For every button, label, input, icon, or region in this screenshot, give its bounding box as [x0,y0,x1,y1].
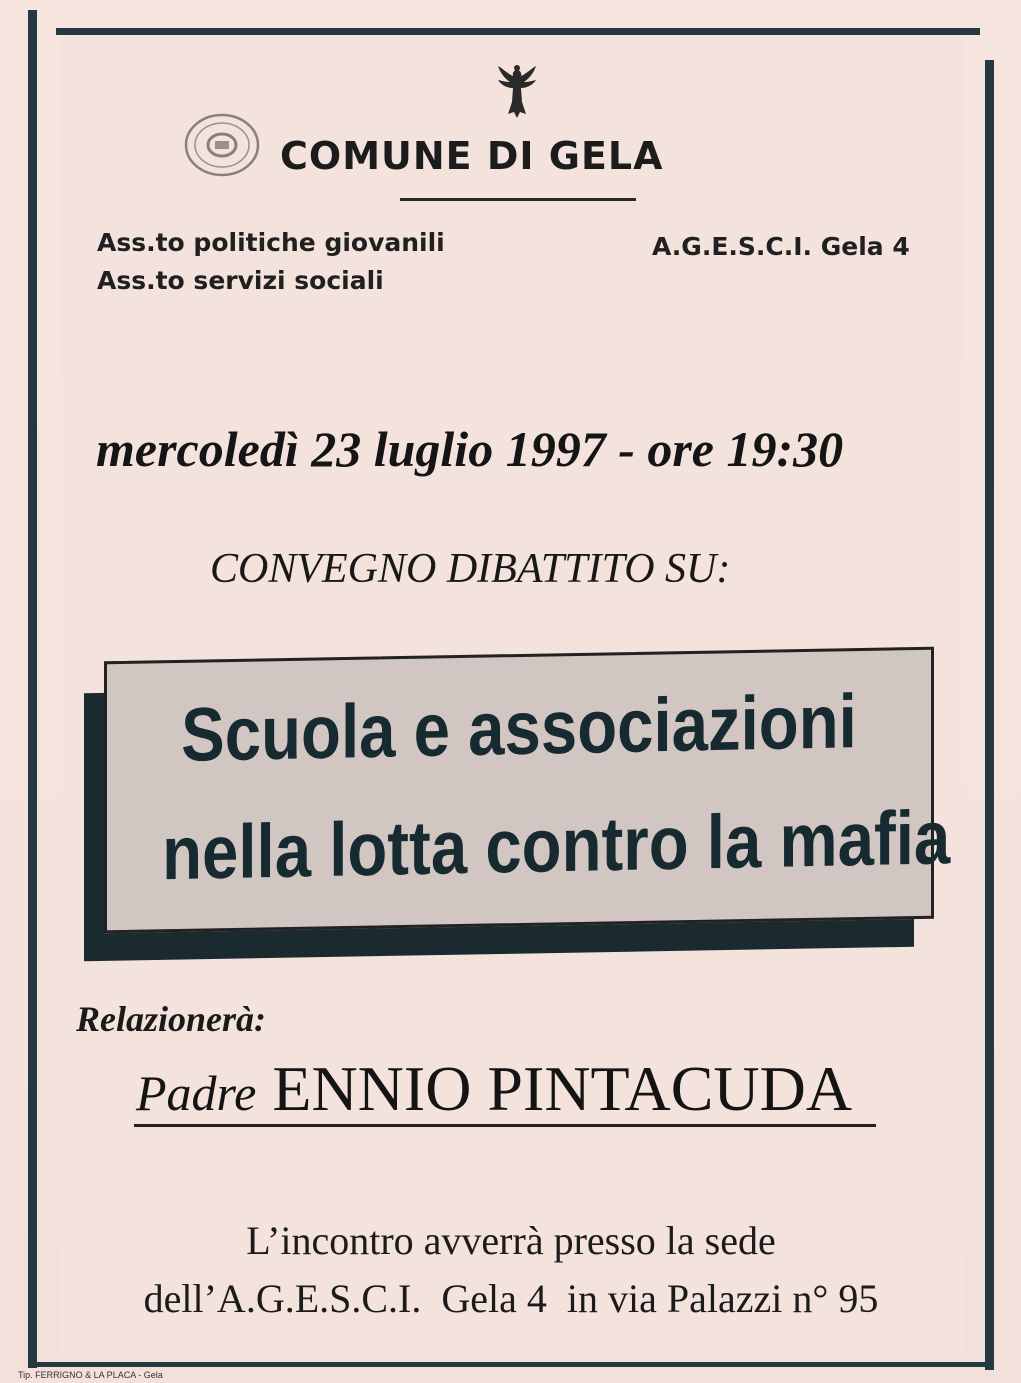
speaker-honorific: Padre [136,1065,257,1121]
speaker-underline [134,1124,876,1127]
round-stamp-icon [183,112,261,178]
event-title [162,663,951,913]
eagle-emblem-icon [492,62,542,120]
event-title-line: nella lotta contro la mafia [162,795,951,897]
event-type: CONVEGNO DIBATTITO SU: [210,546,731,592]
frame-right-border [985,60,994,1370]
header-divider [400,198,636,201]
venue-line: dell’A.G.E.S.C.I. Gela 4 in via Palazzi n° 95 [143,1276,879,1321]
speaker-name: ENNIO PINTACUDA [272,1053,853,1124]
venue [86,1212,936,1328]
printer-credit: Tip. FERRIGNO & LA PLACA - Gela [18,1370,163,1380]
venue-line: L’incontro avverrà presso la sede [246,1218,776,1263]
institution-name: COMUNE DI GELA [280,134,664,178]
speaker [136,1052,852,1126]
organization-name: A.G.E.S.C.I. Gela 4 [652,232,910,261]
speaker-intro: Relazionerà: [76,999,267,1039]
department-line: Ass.to politiche giovanili [97,228,445,257]
frame-bottom-border [28,1362,994,1367]
event-title-line: Scuola e associazioni [181,679,857,778]
frame-top-border [56,28,980,35]
department-line: Ass.to servizi sociali [97,266,384,295]
event-datetime: mercoledì 23 luglio 1997 - ore 19:30 [96,421,844,477]
departments [97,224,445,300]
frame-left-border [28,10,37,1368]
